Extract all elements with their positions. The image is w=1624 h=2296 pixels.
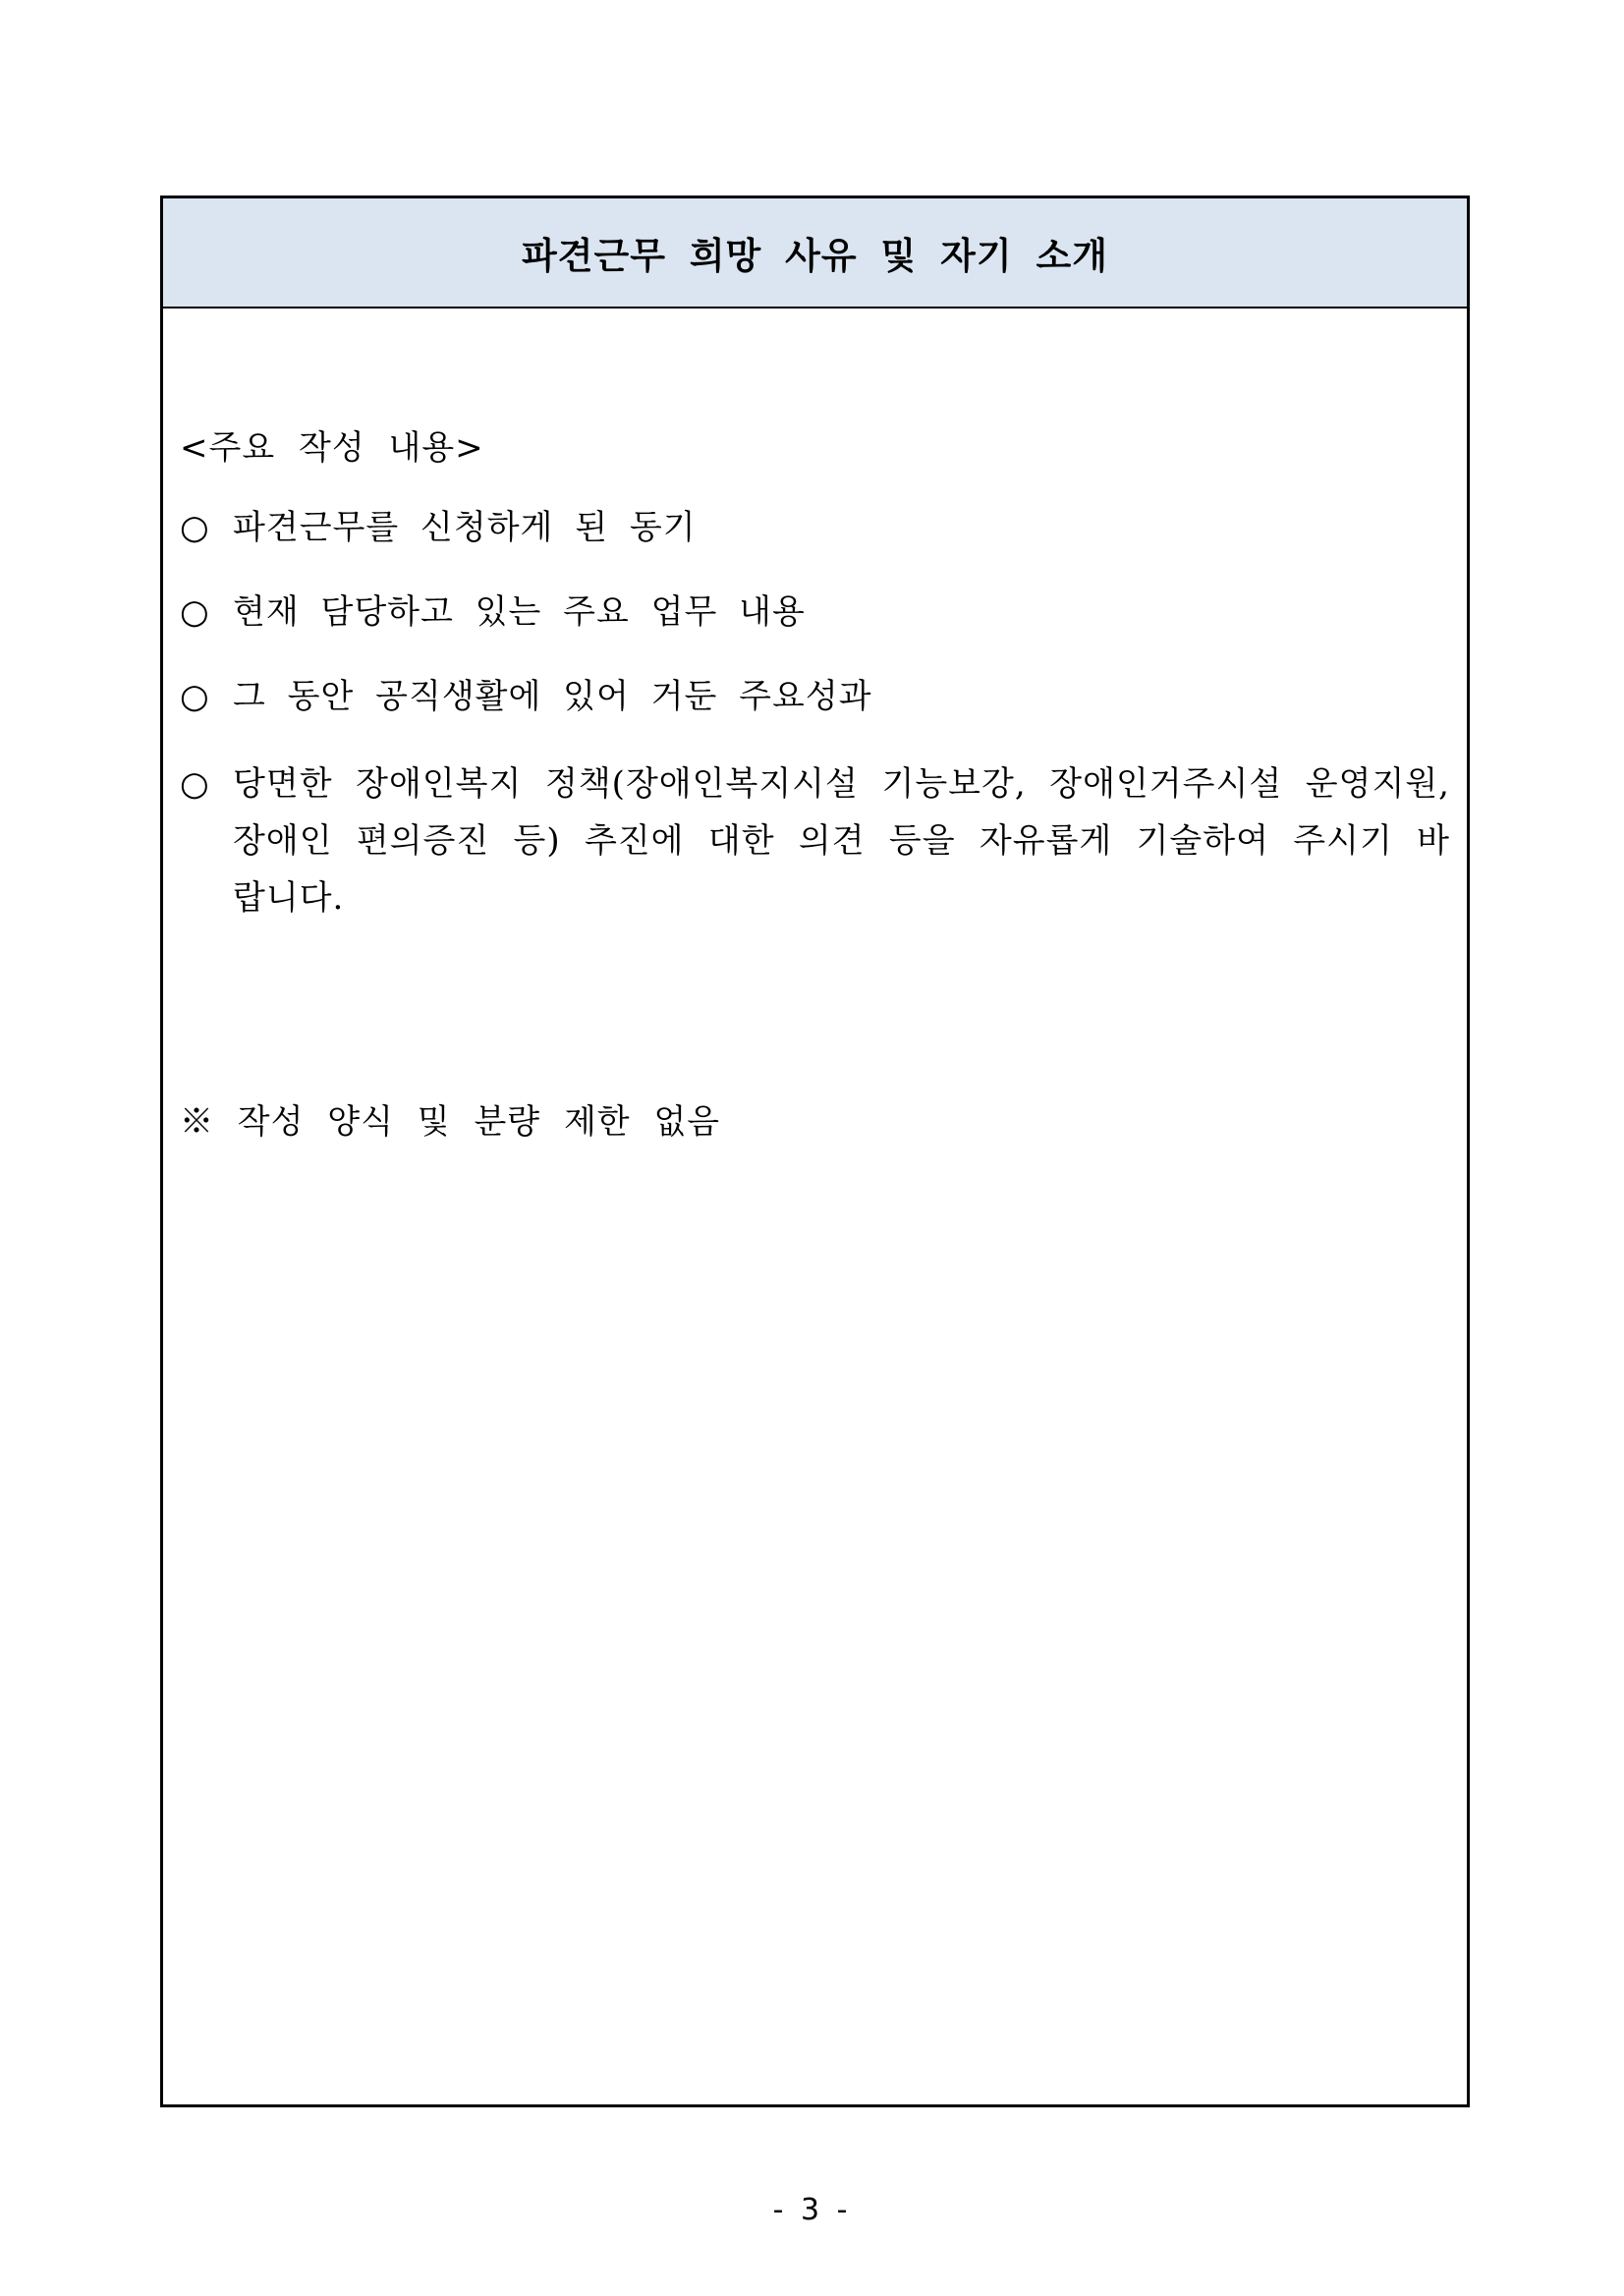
guide-item-text: 당면한 장애인복지 정책(장애인복지시설 기능보강, 장애인거주시설 운영지원, 장애인 편의증진 등) 추진에 대한 의견 등을 자유롭게 기술하여 주시기 바랍니다. xyxy=(233,764,1450,918)
guide-item xyxy=(180,756,1450,926)
circle-bullet-icon: ○ xyxy=(180,592,210,632)
circle-bullet-icon: ○ xyxy=(180,508,210,547)
form-header xyxy=(163,198,1467,308)
form-title: 파견근무 희망 사유 및 자기 소개 xyxy=(521,235,1109,277)
circle-bullet-icon: ○ xyxy=(180,677,210,716)
guide-item-text: 그 동안 공직생활에 있어 거둔 주요성과 xyxy=(233,677,872,716)
note-line: ※ 작성 양식 및 분량 제한 없음 xyxy=(180,1102,721,1142)
guide-item xyxy=(180,668,1450,725)
guide-item-text: 현재 담당하고 있는 주요 업무 내용 xyxy=(233,592,806,632)
guide-item xyxy=(180,499,1450,556)
page-number: - 3 - xyxy=(772,2193,852,2227)
circle-bullet-icon: ○ xyxy=(180,764,210,804)
guide-item xyxy=(180,584,1450,641)
guide-item-text: 파견근무를 신청하게 된 동기 xyxy=(233,508,697,547)
section-heading: <주요 작성 내용> xyxy=(180,428,484,468)
form-box xyxy=(160,196,1470,2107)
